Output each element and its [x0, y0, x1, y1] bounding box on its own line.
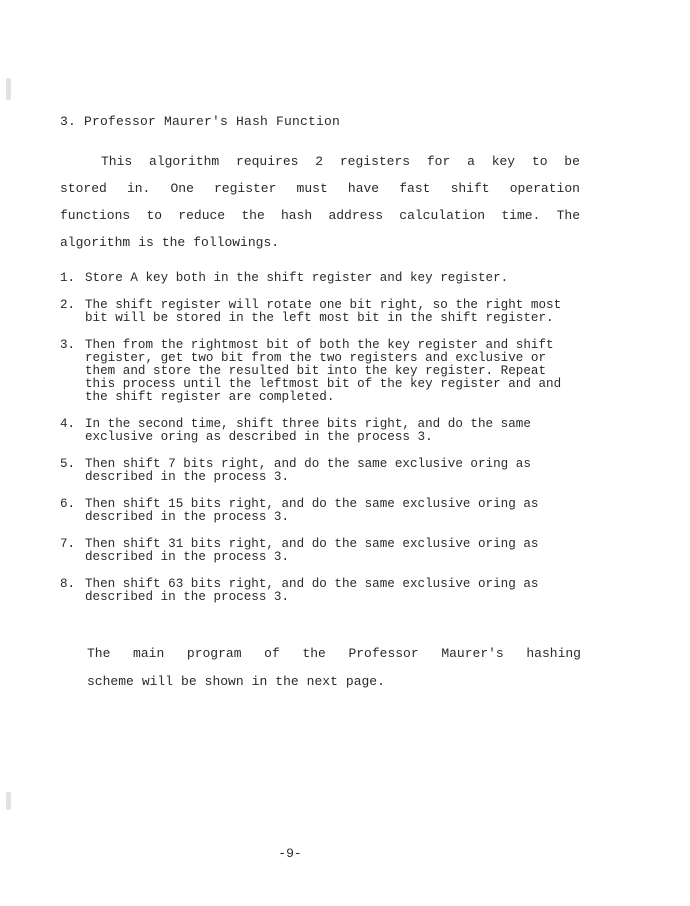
step-text: Then shift 15 bits right, and do the same exclusive oring as described in the process 3.	[85, 497, 539, 524]
word: the	[275, 674, 299, 689]
word: for	[426, 154, 451, 169]
step-number: 3.	[60, 338, 76, 352]
word: of	[264, 646, 280, 661]
step-text: The shift register will rotate one bit right, so the right most bit will be stored in the left most bit in the shift register.	[85, 298, 562, 325]
scan-artifact	[6, 78, 11, 100]
word: The	[87, 646, 111, 661]
scan-artifact	[6, 792, 11, 810]
step-number: 4.	[60, 417, 76, 431]
word: next	[306, 674, 338, 689]
step-item	[60, 578, 582, 604]
algorithm-steps	[60, 272, 582, 618]
word: the	[161, 235, 186, 250]
word: the	[241, 208, 265, 223]
step-number: 6.	[60, 497, 76, 511]
step-number: 5.	[60, 457, 76, 471]
word: The	[556, 208, 580, 223]
word: requires	[236, 154, 299, 169]
word: This	[101, 154, 133, 169]
step-item	[60, 272, 582, 285]
word: address	[328, 208, 384, 223]
word: have	[347, 181, 380, 196]
step-number: 8.	[60, 577, 76, 591]
word: functions	[60, 208, 131, 223]
word: is	[138, 235, 154, 250]
step-text: In the second time, shift three bits right, and do the same exclusive oring as described in the process 3.	[85, 417, 531, 444]
word: must	[296, 181, 328, 196]
word: shift	[450, 181, 490, 196]
step-number: 2.	[60, 298, 76, 312]
intro-line	[101, 154, 580, 170]
word: hashing	[526, 646, 581, 661]
word: will	[141, 674, 174, 689]
step-text: Then shift 63 bits right, and do the same exclusive oring as described in the process 3.	[85, 577, 539, 604]
word: the	[302, 646, 326, 661]
word: to	[146, 208, 163, 223]
step-item	[60, 418, 582, 444]
word: stored	[60, 181, 107, 196]
word: hash	[280, 208, 313, 223]
word: key	[491, 154, 516, 169]
word: shown	[204, 674, 244, 689]
step-item	[60, 299, 582, 325]
closing-line	[87, 646, 581, 662]
step-text: Store A key both in the shift register and key register.	[85, 271, 509, 285]
step-text: Then from the rightmost bit of both the key register and shift register, get two bit from the two registers and exclusive or them and store the resulted bit into the key register. Repeat this process until the leftmost bit of the key register and and the shift register are completed.	[85, 338, 562, 404]
word: to	[531, 154, 548, 169]
word: One	[170, 181, 194, 196]
word: in	[251, 674, 268, 689]
intro-line	[60, 208, 580, 224]
word: register	[214, 181, 277, 196]
step-text: Then shift 7 bits right, and do the same exclusive oring as described in the process 3.	[85, 457, 531, 484]
word: calculation	[399, 208, 486, 223]
section-heading: 3. Professor Maurer's Hash Function	[60, 114, 341, 129]
word: algorithm	[60, 235, 131, 250]
step-number: 7.	[60, 537, 76, 551]
word: main	[133, 646, 165, 661]
closing-line	[87, 674, 581, 690]
step-item	[60, 498, 582, 524]
word: reduce	[178, 208, 226, 223]
word: registers	[339, 154, 411, 169]
word: Professor	[348, 646, 419, 661]
word: be	[181, 674, 197, 689]
word: fast	[399, 181, 431, 196]
word: program	[186, 646, 242, 661]
word: Maurer's	[441, 646, 504, 661]
word: time.	[501, 208, 541, 223]
step-item	[60, 339, 582, 404]
step-item	[60, 458, 582, 484]
intro-line	[60, 181, 580, 197]
word: operation	[509, 181, 580, 196]
word: 2	[315, 154, 324, 169]
word: in.	[126, 181, 151, 196]
word: followings.	[193, 235, 280, 250]
intro-line	[60, 235, 580, 251]
step-item	[60, 538, 582, 564]
page-number: -9-	[278, 846, 302, 861]
word: algorithm	[149, 154, 220, 169]
word: scheme	[87, 674, 134, 689]
word: a	[467, 154, 475, 169]
word: page.	[345, 674, 385, 689]
word: be	[564, 154, 580, 169]
step-number: 1.	[60, 271, 76, 285]
step-text: Then shift 31 bits right, and do the same exclusive oring as described in the process 3.	[85, 537, 539, 564]
